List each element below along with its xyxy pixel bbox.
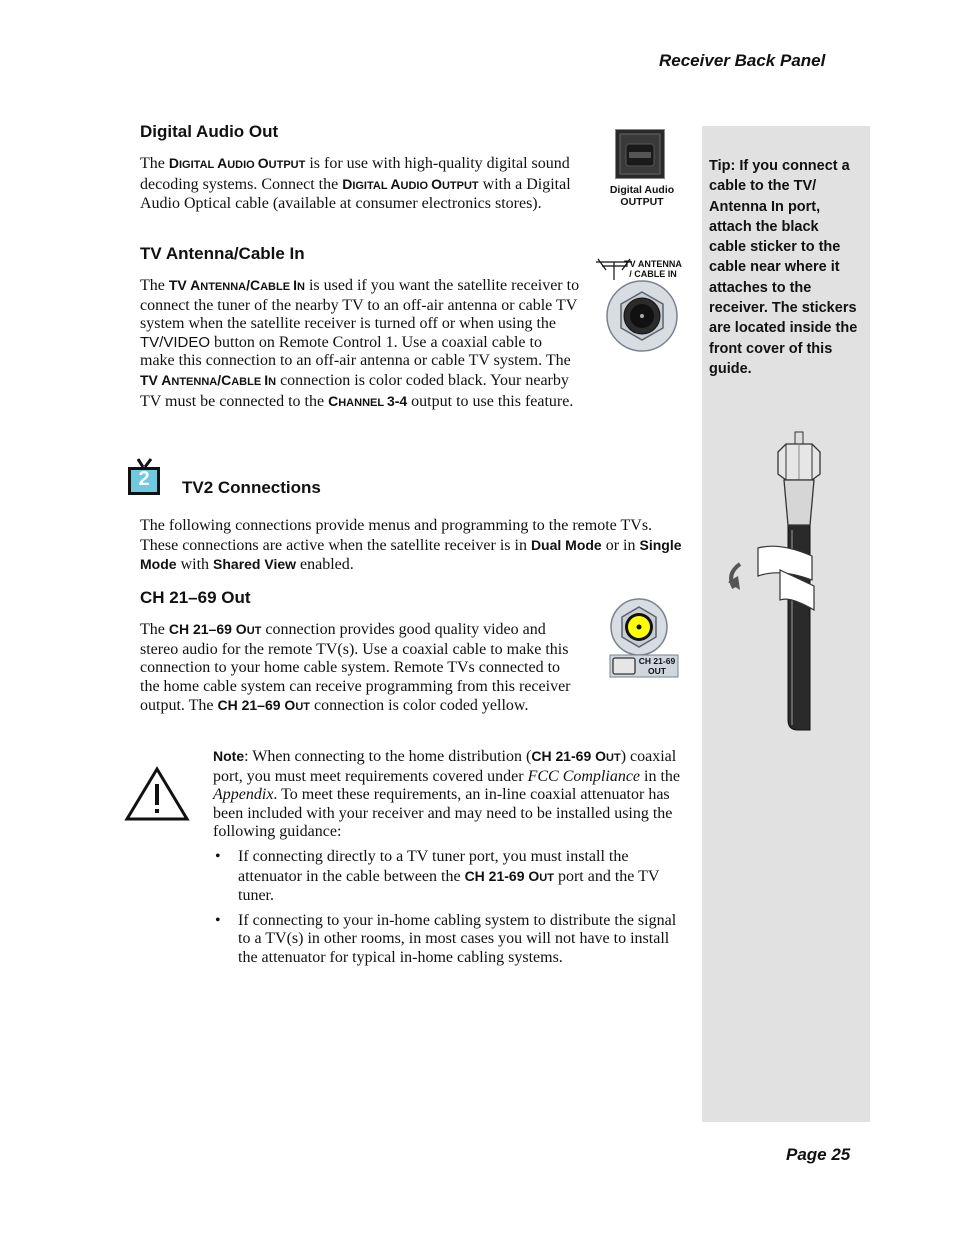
page-header-title: Receiver Back Panel	[659, 51, 826, 70]
optical-port-graphic	[616, 130, 664, 178]
antenna-port-label: TV ANTENNA / CABLE IN	[624, 259, 682, 279]
digital-audio-port-label: Digital Audio OUTPUT	[609, 184, 675, 208]
note-paragraph: Note: When connecting to the home distribution (CH 21-69 OUT) coaxial port, you must meet requirements covered under FCC Compliance in the Appendix. To meet these requirements, an in-line coaxial attenuator has been included with your receiver and may need to be installed using the following guidance:	[213, 748, 681, 841]
tv2-heading: TV2 Connections	[182, 478, 321, 497]
note-block	[213, 747, 683, 974]
cable-sticker-illustration	[720, 430, 830, 735]
note-bullet-list	[213, 848, 683, 968]
ch2169-paragraph: The CH 21–69 OUT connection provides good quality video and stereo audio for the remote TV(s). Use a coaxial cable to make this connection to your home cable system. Remote TVs connected to the home cable system can receive programming from this receiver output. The CH 21–69 OUT connection is color coded yellow.	[140, 621, 571, 715]
tv2-icon-number: 2	[138, 468, 150, 490]
optical-port-icon	[615, 129, 665, 179]
ch2169-port-label: CH 21-69 OUT	[638, 656, 676, 676]
page-number: Page 25	[786, 1145, 851, 1164]
tv-antenna-paragraph: The TV ANTENNA/CABLE IN is used if you want the satellite receiver to connect the tuner of the nearby TV to an off-air antenna or cable TV system when the satellite receiver is turned off or when using the TV/VIDEO button on Remote Control 1. Use a coaxial cable to make this connection to an off-air antenna or cable TV system. The TV ANTENNA/CABLE IN connection is color coded black. Your nearby TV must be connected to the CHANNEL 3-4 output to use this feature.	[140, 277, 580, 410]
warning-icon	[124, 766, 190, 822]
digital-audio-paragraph: The DIGITAL AUDIO OUTPUT is for use with high-quality digital sound decoding systems. Connect the DIGITAL AUDIO OUTPUT with a Digital Audio Optical cable (available at consumer electronics stores).	[140, 155, 571, 213]
ch2169-heading: CH 21–69 Out	[140, 588, 251, 607]
note-bullet-1: • If connecting directly to a TV tuner port, you must install the attenuator in the cable between the CH 21-69 OUT port and the TV tuner.	[213, 848, 683, 906]
tv-antenna-heading: TV Antenna/Cable In	[140, 244, 305, 263]
tv2-paragraph: The following connections provide menus and programming to the remote TVs. These connections are active when the satellite receiver is in Dual Mode or in Single Mode with Shared View enabled.	[140, 517, 682, 574]
digital-audio-heading: Digital Audio Out	[140, 122, 279, 141]
tip-text: Tip: If you connect a cable to the TV/ Antenna In port, attach the black cable sticker to the cable near where it attaches to the receiver. The stickers are located inside the front cover of this guide.	[709, 158, 858, 377]
note-bullet-2: • If connecting to your in-home cabling system to distribute the signal to a TV(s) in other rooms, in most cases you will not have to install the attenuator for typical in-home cabling systems.	[213, 912, 683, 968]
